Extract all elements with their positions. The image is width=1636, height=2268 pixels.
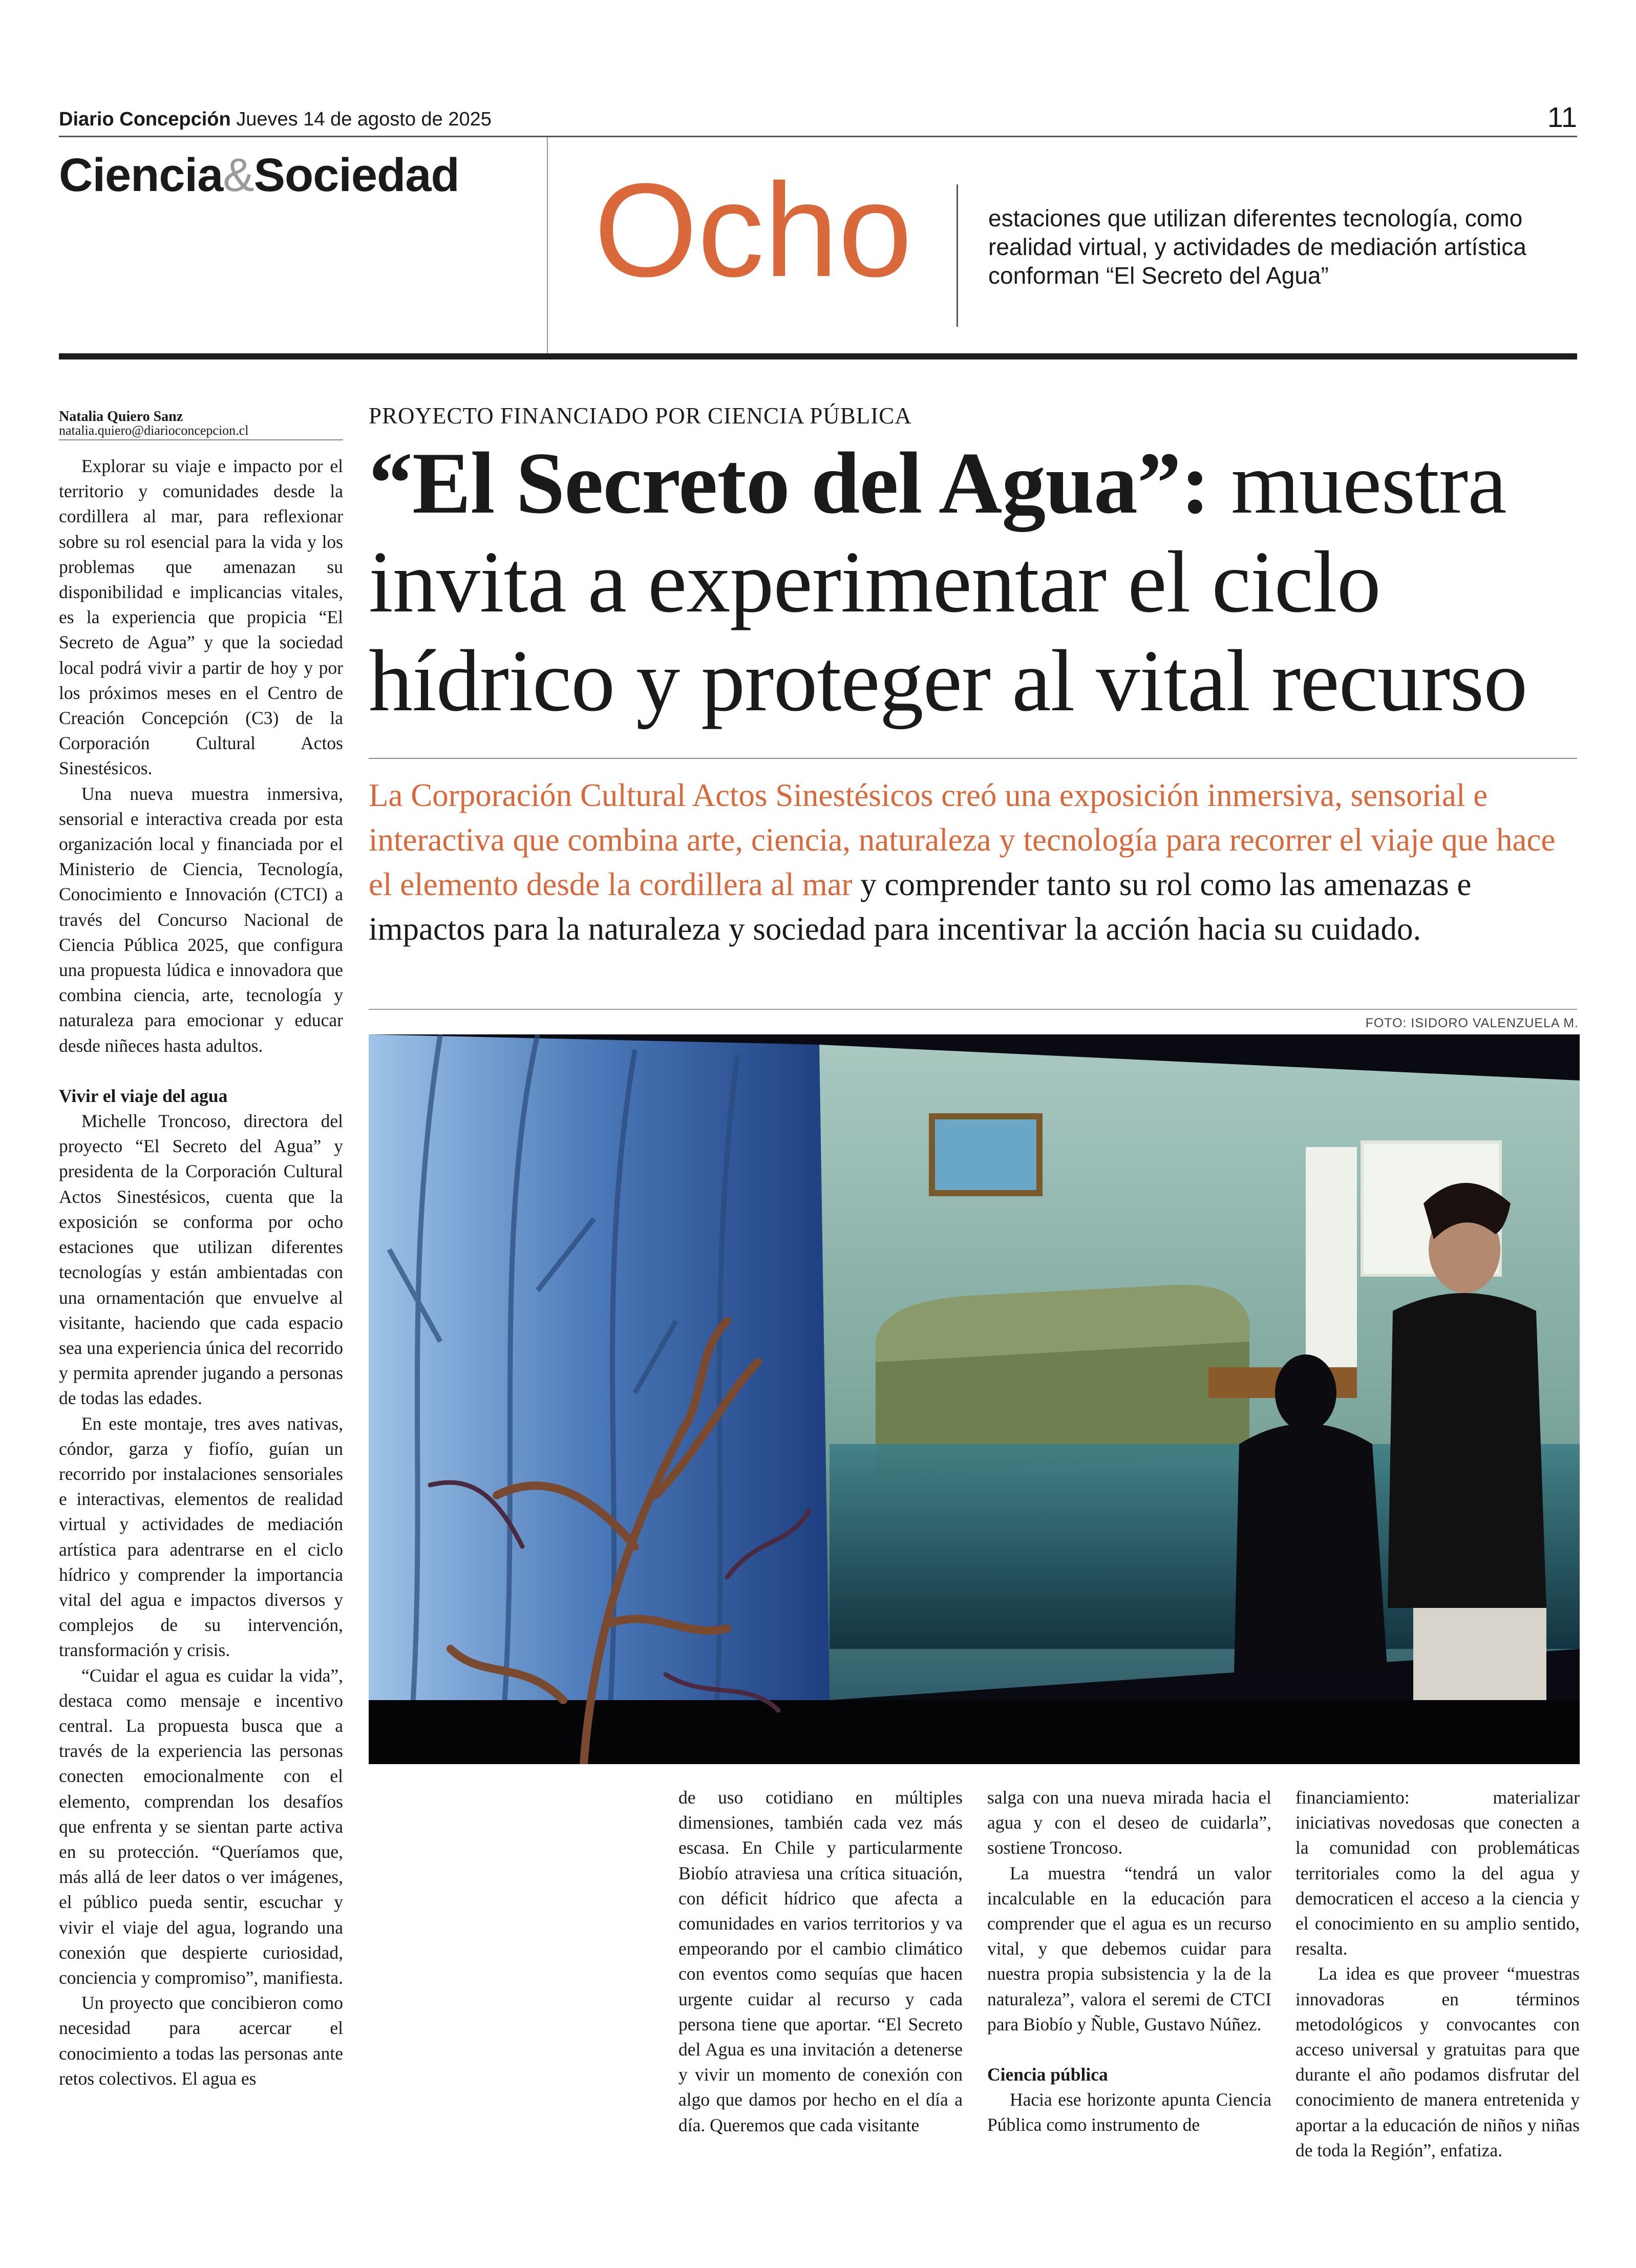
article-subheading: Vivir el viaje del agua bbox=[59, 1085, 228, 1106]
paragraph: La muestra “tendrá un valor incalculable en la educación para comprender que el agua es un recurso vital, y que debemos cuidar para nuestra propia subsistencia y la de la naturaleza”, valora el seremi de CTCI para Biobío y Ñuble, Gustavo Núñez. bbox=[987, 1862, 1271, 2034]
article-column-left bbox=[59, 454, 343, 2091]
paragraph: Un proyecto que concibieron como necesidad para acercar el conocimiento a todas las personas ante retos colectivos. El agua es bbox=[59, 1993, 343, 2089]
article-column-2 bbox=[678, 1785, 963, 2138]
standfirst-regular: y comprender tanto su rol como las amenazas e impactos para la naturaleza y sociedad para incentivar la acción hacia su cuidado. bbox=[369, 866, 1472, 947]
paragraph: financiamiento: materializar iniciativas novedosas que conecten a la comunidad con problemáticas territoriales como la del agua y democraticen el acceso a la ciencia y el conocimiento en su amplio sentido, resalta. bbox=[1295, 1787, 1580, 1959]
page-number: 11 bbox=[1547, 101, 1577, 133]
article-column-3 bbox=[987, 1785, 1271, 2138]
paragraph: La idea es que proveer “muestras innovadoras en términos metodológicos y convocantes con acceso universal y gratuitas para que durante el año podamos disfrutar del conocimiento de manera entretenida y aportar a la educación de niños y niñas de toda la Región”, enfatiza. bbox=[1295, 1963, 1580, 2160]
section-name-part2: Sociedad bbox=[253, 149, 459, 201]
section-title bbox=[59, 149, 459, 202]
vertical-divider bbox=[547, 137, 548, 353]
photo-rule bbox=[369, 1009, 1577, 1010]
newspaper-name: Diario Concepción bbox=[59, 109, 231, 130]
paragraph: Explorar su viaje e impacto por el territorio y comunidades desde la cordillera al mar, para reflexionar sobre su rol esencial para la vida y los problemas que amenazan su disponibilidad e implicancias vitales, es la experiencia que propicia “El Secreto de Agua” y que la sociedad local podrá vivir a partir de hoy y por los próximos meses en el Centro de Creación Concepción (C3) de la Corporación Cultural Actos Sinestésicos. bbox=[59, 456, 343, 779]
paragraph: de uso cotidiano en múltiples dimensiones, también cada vez más escasa. En Chile y particularmente Biobío atraviesa una crítica situación, con déficit hídrico que afecta a comunidades en varios territorios y va empeorando por el cambio climático con eventos como sequías que hacen urgente cuidar al recurso y cada persona tiene que aportar. “El Secreto del Agua es una invitación a detenerse y vivir un momento de conexión con algo que damos por hecho en el día a día. Queremos que cada visitante bbox=[678, 1787, 963, 2135]
paragraph: Michelle Troncoso, directora del proyecto “El Secreto del Agua” y presidenta de la Corporación Cultural Actos Sinestésicos, cuenta que la exposición se conforma por ocho estaciones que utilizan diferentes tecnologías y están ambientadas con una ornamentación que envuelve al visitante, haciendo que cada espacio sea una experiencia única del recorrido y permita aprender jugando a personas de todas las edades. bbox=[59, 1111, 343, 1409]
vertical-divider bbox=[957, 184, 958, 327]
article-subheading: Ciencia pública bbox=[987, 2064, 1108, 2085]
kicker: PROYECTO FINANCIADO POR CIENCIA PÚBLICA bbox=[369, 403, 912, 429]
exhibition-photo bbox=[369, 1034, 1580, 1764]
paragraph: Hacia ese horizonte apunta Ciencia Pública como instrumento de bbox=[987, 2089, 1271, 2135]
masthead-line bbox=[59, 109, 492, 131]
headline-regular: muestra invita a experimentar el ciclo hídrico y proteger al vital recurso bbox=[369, 435, 1527, 730]
standfirst bbox=[369, 773, 1582, 951]
section-ampersand: & bbox=[223, 149, 254, 201]
article-column-4 bbox=[1295, 1785, 1580, 2163]
headline-bold: “El Secreto del Agua”: bbox=[369, 435, 1210, 532]
section-name-part1: Ciencia bbox=[59, 149, 223, 201]
paragraph: salga con una nueva mirada hacia el agua y con el deseo de cuidarla”, sostiene Troncoso. bbox=[987, 1787, 1271, 1858]
callout-number: Ocho bbox=[594, 156, 912, 305]
header-thick-rule bbox=[59, 353, 1577, 359]
byline-author: Natalia Quiero Sanz bbox=[59, 409, 183, 425]
headline-rule bbox=[369, 758, 1577, 759]
paragraph: Una nueva muestra inmersiva, sensorial e interactiva creada por esta organización local y financiada por el Ministerio de Ciencia, Tecnología, Conocimiento e Innovación (CTCI) a través del Concurso Nacional de Ciencia Pública 2025, que configura una propuesta lúdica e innovadora que combina ciencia, arte, tecnología y naturaleza para emocionar y educar desde niñeces hasta adultos. bbox=[59, 783, 343, 1056]
issue-date: Jueves 14 de agosto de 2025 bbox=[236, 109, 492, 130]
byline-rule bbox=[59, 439, 343, 440]
paragraph: “Cuidar el agua es cuidar la vida”, destaca como mensaje e incentivo central. La propuesta busca que a través de la experiencia las personas conecten emocionalmente con el elemento, comprendan los desafíos que enfrenta y se sientan parte activa en su protección. “Queríamos que, más allá de leer datos o ver imágenes, el público pueda sentir, escuchar y vivir el viaje del agua, logrando una conexión que despierte curiosidad, conciencia y compromiso”, manifiesta. bbox=[59, 1665, 343, 1988]
top-rule bbox=[59, 136, 1577, 137]
photo-credit: FOTO: ISIDORO VALENZUELA M. bbox=[1365, 1016, 1579, 1030]
callout-text: estaciones que utilizan diferentes tecnología, como realidad virtual, y actividades de mediación artística conforman “El Secreto del Agua” bbox=[988, 205, 1526, 289]
paragraph: En este montaje, tres aves nativas, cóndor, garza y fiofío, guían un recorrido por instalaciones sensoriales e interactivas, elementos de realidad virtual y actividades de mediación artística para adentrarse en el ciclo hídrico y comprender la importancia vital del agua e impactos diversos y complejos de su intervención, transformación y crisis. bbox=[59, 1413, 343, 1661]
byline-email[interactable]: natalia.quiero@diarioconcepcion.cl bbox=[59, 423, 249, 438]
standfirst-accent: La Corporación Cultural Actos Sinestésicos creó una exposición inmersiva, sensorial e interactiva que combina arte, ciencia, naturaleza y tecnología para recorrer el viaje que hace el elemento desde la cordillera al mar bbox=[369, 777, 1556, 902]
headline bbox=[369, 434, 1582, 731]
